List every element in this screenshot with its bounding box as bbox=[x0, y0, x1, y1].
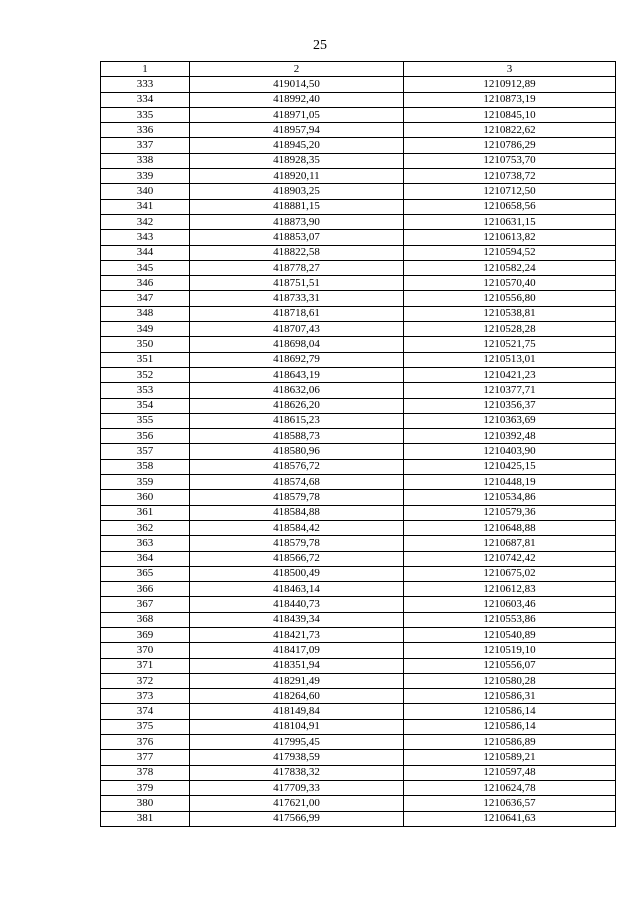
table-row bbox=[101, 291, 616, 306]
table-row bbox=[101, 153, 616, 168]
cell-x-coordinate: 418463,14 bbox=[190, 582, 404, 597]
cell-x-coordinate: 418957,94 bbox=[190, 123, 404, 138]
cell-point-number: 339 bbox=[101, 169, 190, 184]
cell-point-number: 374 bbox=[101, 704, 190, 719]
cell-y-coordinate: 1210377,71 bbox=[404, 383, 616, 398]
cell-y-coordinate: 1210392,48 bbox=[404, 429, 616, 444]
cell-x-coordinate: 418351,94 bbox=[190, 658, 404, 673]
table-row bbox=[101, 337, 616, 352]
cell-point-number: 334 bbox=[101, 92, 190, 107]
cell-point-number: 360 bbox=[101, 490, 190, 505]
cell-point-number: 347 bbox=[101, 291, 190, 306]
cell-x-coordinate: 418881,15 bbox=[190, 199, 404, 214]
table-row bbox=[101, 367, 616, 382]
cell-x-coordinate: 417938,59 bbox=[190, 750, 404, 765]
cell-y-coordinate: 1210786,29 bbox=[404, 138, 616, 153]
cell-point-number: 370 bbox=[101, 643, 190, 658]
table-row bbox=[101, 765, 616, 780]
cell-x-coordinate: 418579,78 bbox=[190, 536, 404, 551]
cell-x-coordinate: 418778,27 bbox=[190, 260, 404, 275]
cell-y-coordinate: 1210641,63 bbox=[404, 811, 616, 826]
cell-y-coordinate: 1210648,88 bbox=[404, 520, 616, 535]
cell-y-coordinate: 1210356,37 bbox=[404, 398, 616, 413]
cell-point-number: 346 bbox=[101, 276, 190, 291]
cell-x-coordinate: 418584,88 bbox=[190, 505, 404, 520]
cell-y-coordinate: 1210519,10 bbox=[404, 643, 616, 658]
table-row bbox=[101, 383, 616, 398]
cell-x-coordinate: 418500,49 bbox=[190, 566, 404, 581]
table-row bbox=[101, 245, 616, 260]
cell-y-coordinate: 1210540,89 bbox=[404, 627, 616, 642]
cell-point-number: 337 bbox=[101, 138, 190, 153]
cell-y-coordinate: 1210612,83 bbox=[404, 582, 616, 597]
table-row bbox=[101, 92, 616, 107]
cell-y-coordinate: 1210742,42 bbox=[404, 551, 616, 566]
cell-x-coordinate: 418733,31 bbox=[190, 291, 404, 306]
table-row bbox=[101, 643, 616, 658]
cell-x-coordinate: 418822,58 bbox=[190, 245, 404, 260]
table-row bbox=[101, 658, 616, 673]
cell-y-coordinate: 1210613,82 bbox=[404, 230, 616, 245]
table-row bbox=[101, 107, 616, 122]
cell-y-coordinate: 1210586,14 bbox=[404, 704, 616, 719]
table-row bbox=[101, 490, 616, 505]
cell-point-number: 343 bbox=[101, 230, 190, 245]
cell-y-coordinate: 1210570,40 bbox=[404, 276, 616, 291]
table-row bbox=[101, 536, 616, 551]
cell-point-number: 355 bbox=[101, 413, 190, 428]
cell-point-number: 363 bbox=[101, 536, 190, 551]
cell-y-coordinate: 1210687,81 bbox=[404, 536, 616, 551]
table-row bbox=[101, 169, 616, 184]
cell-x-coordinate: 418439,34 bbox=[190, 612, 404, 627]
table-row bbox=[101, 199, 616, 214]
coordinates-table bbox=[100, 61, 616, 827]
table-row bbox=[101, 612, 616, 627]
column-header-number: 1 bbox=[101, 62, 190, 77]
table-row bbox=[101, 352, 616, 367]
table-row bbox=[101, 796, 616, 811]
cell-x-coordinate: 418566,72 bbox=[190, 551, 404, 566]
cell-y-coordinate: 1210712,50 bbox=[404, 184, 616, 199]
cell-point-number: 349 bbox=[101, 322, 190, 337]
cell-point-number: 376 bbox=[101, 735, 190, 750]
table-row bbox=[101, 413, 616, 428]
cell-point-number: 378 bbox=[101, 765, 190, 780]
table-row bbox=[101, 459, 616, 474]
cell-point-number: 358 bbox=[101, 459, 190, 474]
cell-x-coordinate: 418692,79 bbox=[190, 352, 404, 367]
cell-point-number: 369 bbox=[101, 627, 190, 642]
cell-y-coordinate: 1210873,19 bbox=[404, 92, 616, 107]
cell-y-coordinate: 1210603,46 bbox=[404, 597, 616, 612]
cell-point-number: 345 bbox=[101, 260, 190, 275]
cell-x-coordinate: 418291,49 bbox=[190, 673, 404, 688]
cell-y-coordinate: 1210448,19 bbox=[404, 475, 616, 490]
cell-point-number: 340 bbox=[101, 184, 190, 199]
table-row bbox=[101, 475, 616, 490]
cell-point-number: 342 bbox=[101, 214, 190, 229]
cell-y-coordinate: 1210845,10 bbox=[404, 107, 616, 122]
cell-point-number: 336 bbox=[101, 123, 190, 138]
table-row bbox=[101, 566, 616, 581]
table-row bbox=[101, 444, 616, 459]
table-row bbox=[101, 673, 616, 688]
cell-y-coordinate: 1210822,62 bbox=[404, 123, 616, 138]
cell-y-coordinate: 1210589,21 bbox=[404, 750, 616, 765]
cell-x-coordinate: 418707,43 bbox=[190, 322, 404, 337]
cell-x-coordinate: 417709,33 bbox=[190, 780, 404, 795]
table-row bbox=[101, 138, 616, 153]
cell-x-coordinate: 418104,91 bbox=[190, 719, 404, 734]
cell-x-coordinate: 417995,45 bbox=[190, 735, 404, 750]
table-header-row bbox=[101, 62, 616, 77]
cell-point-number: 379 bbox=[101, 780, 190, 795]
cell-x-coordinate: 418421,73 bbox=[190, 627, 404, 642]
cell-point-number: 364 bbox=[101, 551, 190, 566]
cell-point-number: 335 bbox=[101, 107, 190, 122]
cell-point-number: 380 bbox=[101, 796, 190, 811]
table-row bbox=[101, 582, 616, 597]
cell-y-coordinate: 1210594,52 bbox=[404, 245, 616, 260]
cell-point-number: 365 bbox=[101, 566, 190, 581]
table-row bbox=[101, 735, 616, 750]
cell-x-coordinate: 418264,60 bbox=[190, 689, 404, 704]
cell-y-coordinate: 1210597,48 bbox=[404, 765, 616, 780]
table-row bbox=[101, 551, 616, 566]
table-row bbox=[101, 750, 616, 765]
table-row bbox=[101, 306, 616, 321]
cell-point-number: 348 bbox=[101, 306, 190, 321]
table-row bbox=[101, 398, 616, 413]
table-row bbox=[101, 184, 616, 199]
cell-x-coordinate: 418632,06 bbox=[190, 383, 404, 398]
cell-x-coordinate: 418992,40 bbox=[190, 92, 404, 107]
table-row bbox=[101, 520, 616, 535]
table-row bbox=[101, 597, 616, 612]
cell-y-coordinate: 1210513,01 bbox=[404, 352, 616, 367]
table-row bbox=[101, 260, 616, 275]
cell-point-number: 373 bbox=[101, 689, 190, 704]
cell-point-number: 381 bbox=[101, 811, 190, 826]
cell-x-coordinate: 418698,04 bbox=[190, 337, 404, 352]
table-row bbox=[101, 811, 616, 826]
cell-y-coordinate: 1210631,15 bbox=[404, 214, 616, 229]
cell-point-number: 366 bbox=[101, 582, 190, 597]
cell-y-coordinate: 1210753,70 bbox=[404, 153, 616, 168]
cell-point-number: 344 bbox=[101, 245, 190, 260]
cell-x-coordinate: 418751,51 bbox=[190, 276, 404, 291]
cell-y-coordinate: 1210580,28 bbox=[404, 673, 616, 688]
cell-x-coordinate: 418718,61 bbox=[190, 306, 404, 321]
cell-y-coordinate: 1210403,90 bbox=[404, 444, 616, 459]
cell-point-number: 338 bbox=[101, 153, 190, 168]
table-row bbox=[101, 214, 616, 229]
cell-y-coordinate: 1210538,81 bbox=[404, 306, 616, 321]
cell-y-coordinate: 1210553,86 bbox=[404, 612, 616, 627]
cell-x-coordinate: 418440,73 bbox=[190, 597, 404, 612]
cell-y-coordinate: 1210624,78 bbox=[404, 780, 616, 795]
cell-point-number: 371 bbox=[101, 658, 190, 673]
cell-x-coordinate: 418626,20 bbox=[190, 398, 404, 413]
cell-point-number: 362 bbox=[101, 520, 190, 535]
cell-x-coordinate: 417838,32 bbox=[190, 765, 404, 780]
cell-point-number: 333 bbox=[101, 77, 190, 92]
table-row bbox=[101, 123, 616, 138]
cell-x-coordinate: 418643,19 bbox=[190, 367, 404, 382]
cell-point-number: 354 bbox=[101, 398, 190, 413]
table-row bbox=[101, 77, 616, 92]
cell-point-number: 357 bbox=[101, 444, 190, 459]
cell-point-number: 361 bbox=[101, 505, 190, 520]
table-row bbox=[101, 276, 616, 291]
cell-y-coordinate: 1210912,89 bbox=[404, 77, 616, 92]
cell-point-number: 356 bbox=[101, 429, 190, 444]
page-number: 25 bbox=[313, 38, 327, 53]
column-header-y: 3 bbox=[404, 62, 616, 77]
cell-x-coordinate: 418615,23 bbox=[190, 413, 404, 428]
cell-x-coordinate: 419014,50 bbox=[190, 77, 404, 92]
table-body bbox=[101, 77, 616, 827]
cell-y-coordinate: 1210586,31 bbox=[404, 689, 616, 704]
table-row bbox=[101, 230, 616, 245]
cell-point-number: 375 bbox=[101, 719, 190, 734]
cell-point-number: 351 bbox=[101, 352, 190, 367]
table-row bbox=[101, 429, 616, 444]
cell-x-coordinate: 418149,84 bbox=[190, 704, 404, 719]
column-header-x: 2 bbox=[190, 62, 404, 77]
cell-y-coordinate: 1210738,72 bbox=[404, 169, 616, 184]
cell-y-coordinate: 1210534,86 bbox=[404, 490, 616, 505]
cell-x-coordinate: 418971,05 bbox=[190, 107, 404, 122]
cell-y-coordinate: 1210363,69 bbox=[404, 413, 616, 428]
cell-x-coordinate: 418945,20 bbox=[190, 138, 404, 153]
cell-x-coordinate: 418853,07 bbox=[190, 230, 404, 245]
cell-y-coordinate: 1210528,28 bbox=[404, 322, 616, 337]
cell-point-number: 367 bbox=[101, 597, 190, 612]
cell-y-coordinate: 1210658,56 bbox=[404, 199, 616, 214]
table-row bbox=[101, 719, 616, 734]
cell-x-coordinate: 417566,99 bbox=[190, 811, 404, 826]
cell-x-coordinate: 418903,25 bbox=[190, 184, 404, 199]
table-row bbox=[101, 322, 616, 337]
cell-y-coordinate: 1210425,15 bbox=[404, 459, 616, 474]
table-row bbox=[101, 780, 616, 795]
cell-y-coordinate: 1210586,89 bbox=[404, 735, 616, 750]
cell-y-coordinate: 1210521,75 bbox=[404, 337, 616, 352]
cell-y-coordinate: 1210636,57 bbox=[404, 796, 616, 811]
cell-y-coordinate: 1210582,24 bbox=[404, 260, 616, 275]
cell-y-coordinate: 1210579,36 bbox=[404, 505, 616, 520]
cell-y-coordinate: 1210586,14 bbox=[404, 719, 616, 734]
cell-x-coordinate: 418579,78 bbox=[190, 490, 404, 505]
table-row bbox=[101, 505, 616, 520]
table-row bbox=[101, 627, 616, 642]
table-row bbox=[101, 689, 616, 704]
cell-point-number: 359 bbox=[101, 475, 190, 490]
cell-y-coordinate: 1210556,80 bbox=[404, 291, 616, 306]
cell-y-coordinate: 1210421,23 bbox=[404, 367, 616, 382]
cell-point-number: 350 bbox=[101, 337, 190, 352]
cell-point-number: 352 bbox=[101, 367, 190, 382]
cell-x-coordinate: 418574,68 bbox=[190, 475, 404, 490]
cell-x-coordinate: 418580,96 bbox=[190, 444, 404, 459]
cell-point-number: 377 bbox=[101, 750, 190, 765]
cell-point-number: 368 bbox=[101, 612, 190, 627]
table-row bbox=[101, 704, 616, 719]
cell-x-coordinate: 418928,35 bbox=[190, 153, 404, 168]
cell-x-coordinate: 417621,00 bbox=[190, 796, 404, 811]
cell-x-coordinate: 418873,90 bbox=[190, 214, 404, 229]
cell-y-coordinate: 1210675,02 bbox=[404, 566, 616, 581]
cell-point-number: 372 bbox=[101, 673, 190, 688]
cell-point-number: 353 bbox=[101, 383, 190, 398]
cell-point-number: 341 bbox=[101, 199, 190, 214]
cell-x-coordinate: 418417,09 bbox=[190, 643, 404, 658]
cell-x-coordinate: 418588,73 bbox=[190, 429, 404, 444]
cell-x-coordinate: 418584,42 bbox=[190, 520, 404, 535]
cell-x-coordinate: 418920,11 bbox=[190, 169, 404, 184]
cell-x-coordinate: 418576,72 bbox=[190, 459, 404, 474]
cell-y-coordinate: 1210556,07 bbox=[404, 658, 616, 673]
